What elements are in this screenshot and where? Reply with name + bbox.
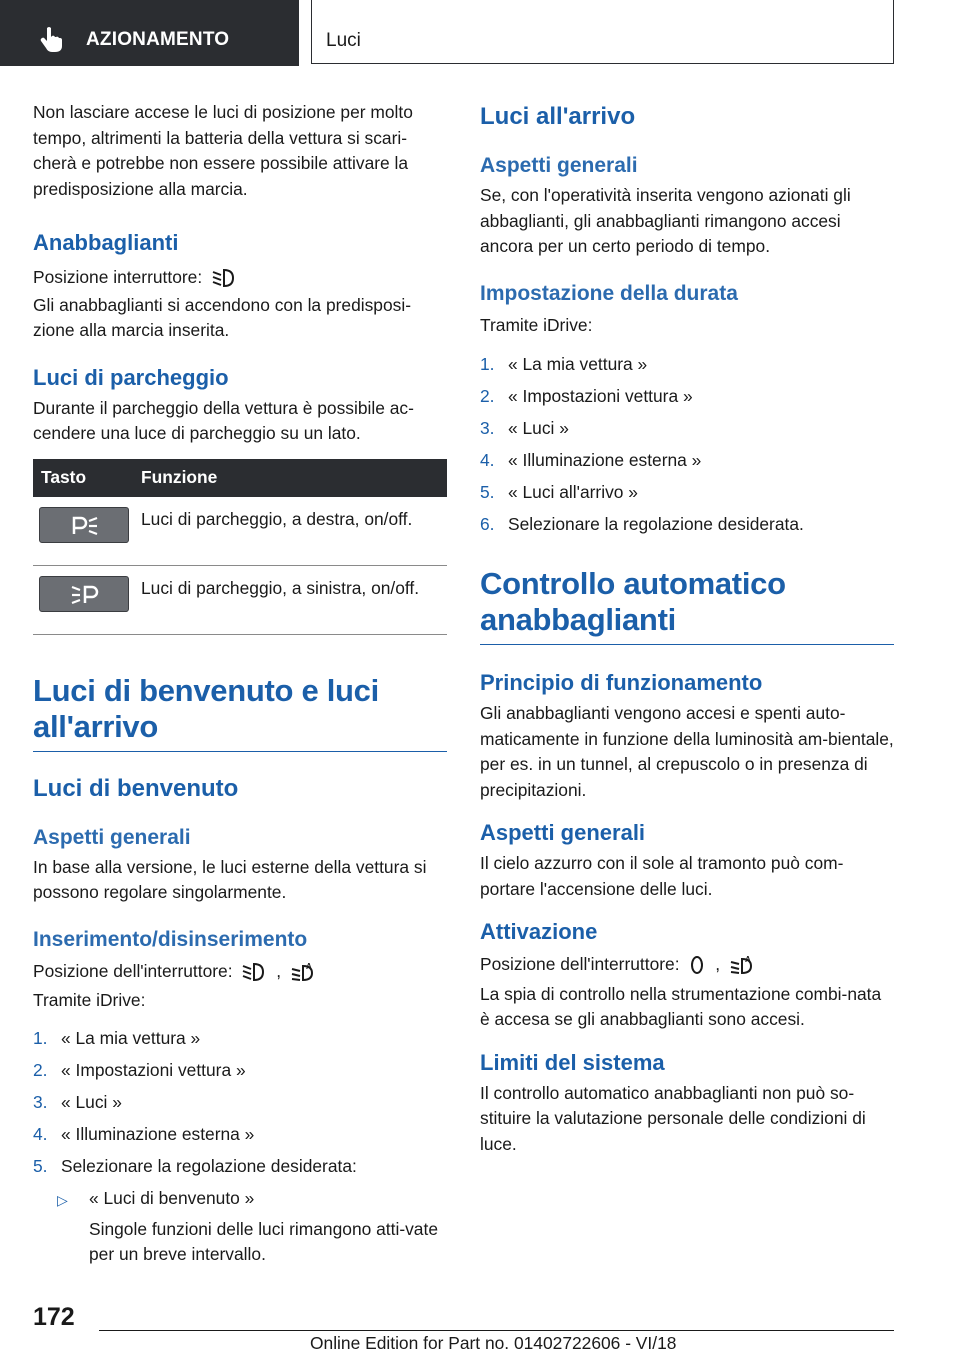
low-beam-switch-label: Posizione interruttore:: [33, 267, 203, 287]
step-text: Selezionare la regolazione desiderata:: [61, 1155, 357, 1176]
step-number: 4.: [33, 1123, 48, 1144]
auto-low-beam-icon: [290, 961, 316, 983]
list-item: [33, 1058, 447, 1082]
page-number: 172: [33, 1303, 75, 1331]
principle-text: Gli anabbaglianti vengono accesi e spenti auto-maticamente in funzione della luminosità am-bientale, per es. in un tunnel, al crepuscolo o in presenza di precipitazioni.: [480, 703, 894, 800]
auto-section-heading: Controllo automatico anabbaglianti: [480, 566, 894, 645]
low-beam-icon: [241, 961, 267, 983]
welcome-general-heading: Aspetti generali: [33, 825, 191, 849]
step-number: 5.: [480, 482, 495, 502]
welcome-idrive-label: Tramite iDrive:: [33, 990, 146, 1010]
hand-pointer-icon: [40, 26, 64, 52]
welcome-sub-text: Singole funzioni delle luci rimangono atti-vate per un breve intervallo.: [89, 1218, 438, 1264]
col-function-header: Funzione: [133, 459, 447, 497]
parking-light-right-icon: [70, 514, 102, 538]
low-beam-text: Gli anabbaglianti si accendono con la predisposi-zione alla marcia inserita.: [33, 294, 412, 340]
step-number: 3.: [480, 418, 495, 438]
table-header-row: [33, 459, 447, 497]
step-text: « La mia vettura »: [61, 1027, 201, 1048]
key-cell: [33, 497, 133, 566]
parking-light-left-icon: [70, 583, 102, 607]
left-column: [33, 100, 447, 1267]
low-beam-icon: [211, 267, 237, 289]
list-item: [33, 1090, 447, 1114]
step-number: 4.: [480, 450, 495, 470]
switch-separator: ,: [276, 960, 282, 981]
switch-separator: ,: [715, 954, 721, 974]
activation-switch-label: Posizione dell'interruttore:: [480, 954, 680, 974]
arrival-general-heading: Aspetti generali: [480, 154, 638, 177]
activation-switch-line: [480, 952, 894, 978]
sub-item-label: « Luci di benvenuto »: [89, 1187, 255, 1208]
step-text: « Luci all'arrivo »: [508, 482, 638, 502]
function-cell: Luci di parcheggio, a sinistra, on/off.: [133, 565, 447, 634]
step-text: Selezionare la regolazione desiderata.: [508, 514, 804, 534]
activation-heading: Attivazione: [480, 919, 598, 944]
intro-paragraph: Non lasciare accese le luci di posizione per molto tempo, altrimenti la batteria della vettura si scari-cherà e potrebbe non essere possibile attivare la predisposizione alla marcia.: [33, 102, 413, 199]
arrival-heading: Luci all'arrivo: [480, 103, 636, 130]
step-number: 1.: [480, 354, 495, 374]
chapter-header: [311, 0, 894, 64]
auto-general-heading: Aspetti generali: [480, 820, 646, 845]
arrival-idrive-label: Tramite iDrive:: [480, 314, 593, 335]
arrival-general-text: Se, con l'operatività inserita vengono azionati gli abbaglianti, gli anabbaglianti rimangono accesi ancora per un certo periodo di tempo.: [480, 185, 851, 256]
off-position-icon: [688, 954, 706, 976]
welcome-general-text: In base alla versione, le luci esterne della vettura si possono regolare singolarmente.: [33, 856, 427, 902]
section-tab: [0, 0, 299, 66]
principle-heading: Principio di funzionamento: [480, 670, 763, 695]
step-number: 2.: [33, 1059, 48, 1080]
activation-text: La spia di controllo nella strumentazione combi-nata è accesa se gli anabbaglianti sono accesi.: [480, 983, 882, 1029]
parking-text: Durante il parcheggio della vettura è possibile ac-cendere una luce di parcheggio su un lato.: [33, 397, 414, 443]
welcome-switch-label: Posizione dell'interruttore:: [33, 960, 233, 981]
auto-general-text: Il cielo azzurro con il sole al tramonto può com-portare l'accensione delle luci.: [480, 853, 844, 899]
auto-low-beam-icon: [729, 954, 755, 976]
list-item: [480, 384, 894, 408]
list-item: [33, 1122, 447, 1146]
list-item: [480, 448, 894, 472]
step-text: « La mia vettura »: [508, 354, 648, 374]
onoff-heading: Inserimento/disinserimento: [33, 927, 308, 951]
list-item: [33, 1154, 447, 1178]
parking-key-table: [33, 459, 447, 635]
svg-text:A: A: [305, 961, 312, 971]
step-number: 2.: [480, 386, 495, 406]
limits-text: Il controllo automatico anabbaglianti non può so-stituire la valutazione personale delle condizioni di luce.: [480, 1082, 866, 1154]
welcome-heading: Luci di benvenuto: [33, 774, 239, 802]
welcome-section-heading: Luci di benvenuto e luci all'arrivo: [33, 673, 447, 752]
table-row: [33, 497, 447, 566]
step-text: « Luci »: [508, 418, 569, 438]
col-key-header: Tasto: [33, 459, 133, 497]
right-column: [480, 100, 894, 1157]
step-text: « Illuminazione esterna »: [508, 450, 702, 470]
svg-text:A: A: [744, 955, 751, 965]
duration-heading: Impostazione della durata: [480, 281, 738, 305]
list-item: [33, 1026, 447, 1050]
limits-heading: Limiti del sistema: [480, 1049, 665, 1075]
footer-edition: Online Edition for Part no. 01402722606 - VI/18: [310, 1333, 677, 1353]
step-text: « Luci »: [61, 1091, 122, 1112]
step-number: 6.: [480, 514, 495, 534]
table-row: [33, 565, 447, 634]
step-number: 3.: [33, 1091, 48, 1112]
function-cell: Luci di parcheggio, a destra, on/off.: [133, 497, 447, 566]
list-item: [480, 352, 894, 376]
welcome-sub-item: [33, 1186, 447, 1211]
welcome-switch-line: [33, 959, 447, 985]
low-beam-switch-line: [33, 265, 447, 291]
step-text: « Impostazioni vettura »: [508, 386, 693, 406]
list-item: [480, 480, 894, 504]
section-label: AZIONAMENTO: [86, 29, 230, 50]
step-text: « Illuminazione esterna »: [61, 1123, 255, 1144]
parking-light-right-button[interactable]: [39, 507, 129, 543]
low-beam-heading: Anabbaglianti: [33, 230, 179, 255]
arrival-steps-list: [480, 352, 894, 536]
key-cell: [33, 565, 133, 634]
chapter-title: Luci: [326, 30, 361, 51]
list-item: [480, 416, 894, 440]
list-item: [480, 512, 894, 536]
step-text: « Impostazioni vettura »: [61, 1059, 246, 1080]
parking-heading: Luci di parcheggio: [33, 364, 229, 390]
step-number: 5.: [33, 1155, 48, 1176]
step-number: 1.: [33, 1027, 48, 1048]
footer-divider: [99, 1330, 894, 1331]
welcome-steps-list: [33, 1026, 447, 1178]
parking-light-left-button[interactable]: [39, 576, 129, 612]
triangle-bullet-icon: ▷: [57, 1191, 68, 1208]
